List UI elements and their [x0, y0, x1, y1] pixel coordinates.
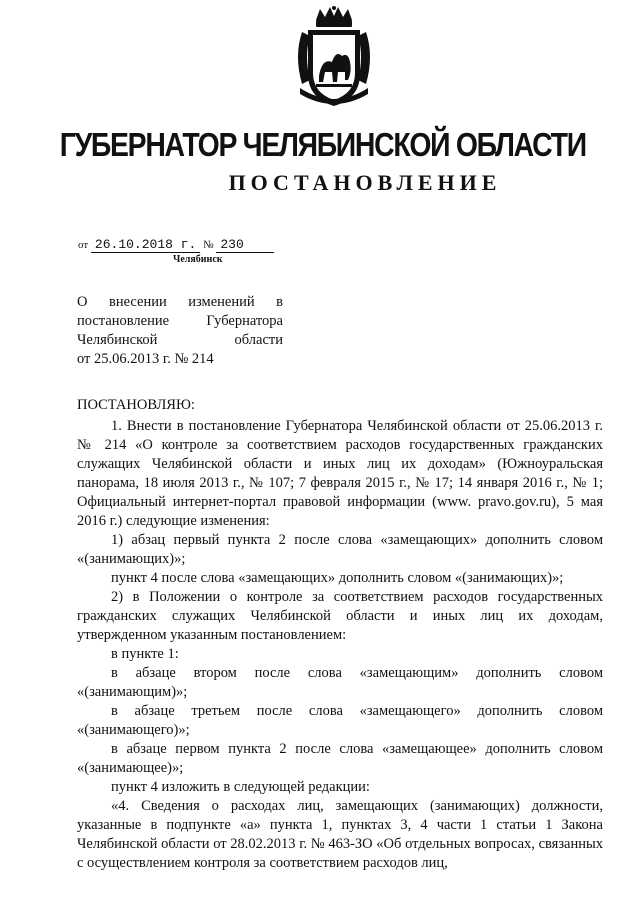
- document-body: [77, 396, 603, 873]
- authority-title: ГУБЕРНАТОР ЧЕЛЯБИНСКОЙ ОБЛАСТИ: [59, 126, 586, 163]
- subject-line: постановление Губернатора: [77, 313, 283, 329]
- paragraph: в абзаце третьем после слова «замещающего» дополнить словом «(занимающего)»;: [77, 703, 603, 738]
- document-date: 26.10.2018 г.: [91, 237, 200, 253]
- resolution-heading: ПОСТАНОВЛЯЮ:: [77, 397, 195, 413]
- subject-line: от 25.06.2013 г. № 214: [77, 351, 214, 367]
- coat-of-arms-icon: [292, 6, 376, 110]
- document-subject: [77, 293, 283, 369]
- paragraph: «4. Сведения о расходах лиц, замещающих (занимающих) должности, указанные в подпункте «а» пункта 1, пунктах 3, 4 части 1 статьи 1 Закона Челябинской области от 28.02.2013 г. № 463-ЗО «Об отдельных вопросах, связанных с осуществлением контроля за соответствием расходов лиц,: [77, 798, 603, 871]
- city-label: Челябинск: [173, 254, 223, 265]
- paragraph: 2) в Положении о контроле за соответствием расходов государственных гражданских служащих Челябинской области и иных лиц их доходам, утвержденном указанным постановлением:: [77, 589, 603, 643]
- subject-line: Челябинской области: [77, 332, 283, 348]
- document-type-title: ПОСТАНОВЛЕНИЕ: [228, 170, 502, 195]
- paragraph: 1. Внести в постановление Губернатора Челябинской области от 25.06.2013 г. № 214 «О контроле за соответствием расходов государственных гражданских служащих Челябинской области и иных лиц их доходам» (Южноуральская панорама, 18 июля 2013 г., № 107; 7 февраля 2015 г., № 17; 14 января 2016 г., № 1; Официальный интернет-портал правовой информации (www. pravo.gov.ru), 5 мая 2016 г.) следующие изменения:: [77, 418, 603, 529]
- date-number-row: [78, 237, 274, 252]
- paragraph: пункт 4 после слова «замещающих» дополнить словом «(занимающих)»;: [111, 570, 564, 586]
- date-prefix: от: [78, 239, 89, 251]
- subject-line: О внесении изменений в: [77, 294, 283, 310]
- paragraph: в абзаце втором после слова «замещающим» дополнить словом «(занимающим)»;: [77, 665, 603, 700]
- number-prefix: №: [203, 239, 214, 251]
- paragraph: в абзаце первом пункта 2 после слова «замещающее» дополнить словом «(занимающее)»;: [77, 741, 603, 776]
- paragraph: 1) абзац первый пункта 2 после слова «замещающих» дополнить словом «(занимающих)»;: [77, 532, 603, 567]
- document-number: 230: [216, 237, 273, 253]
- paragraph: в пункте 1:: [111, 646, 179, 662]
- paragraph: пункт 4 изложить в следующей редакции:: [111, 779, 370, 795]
